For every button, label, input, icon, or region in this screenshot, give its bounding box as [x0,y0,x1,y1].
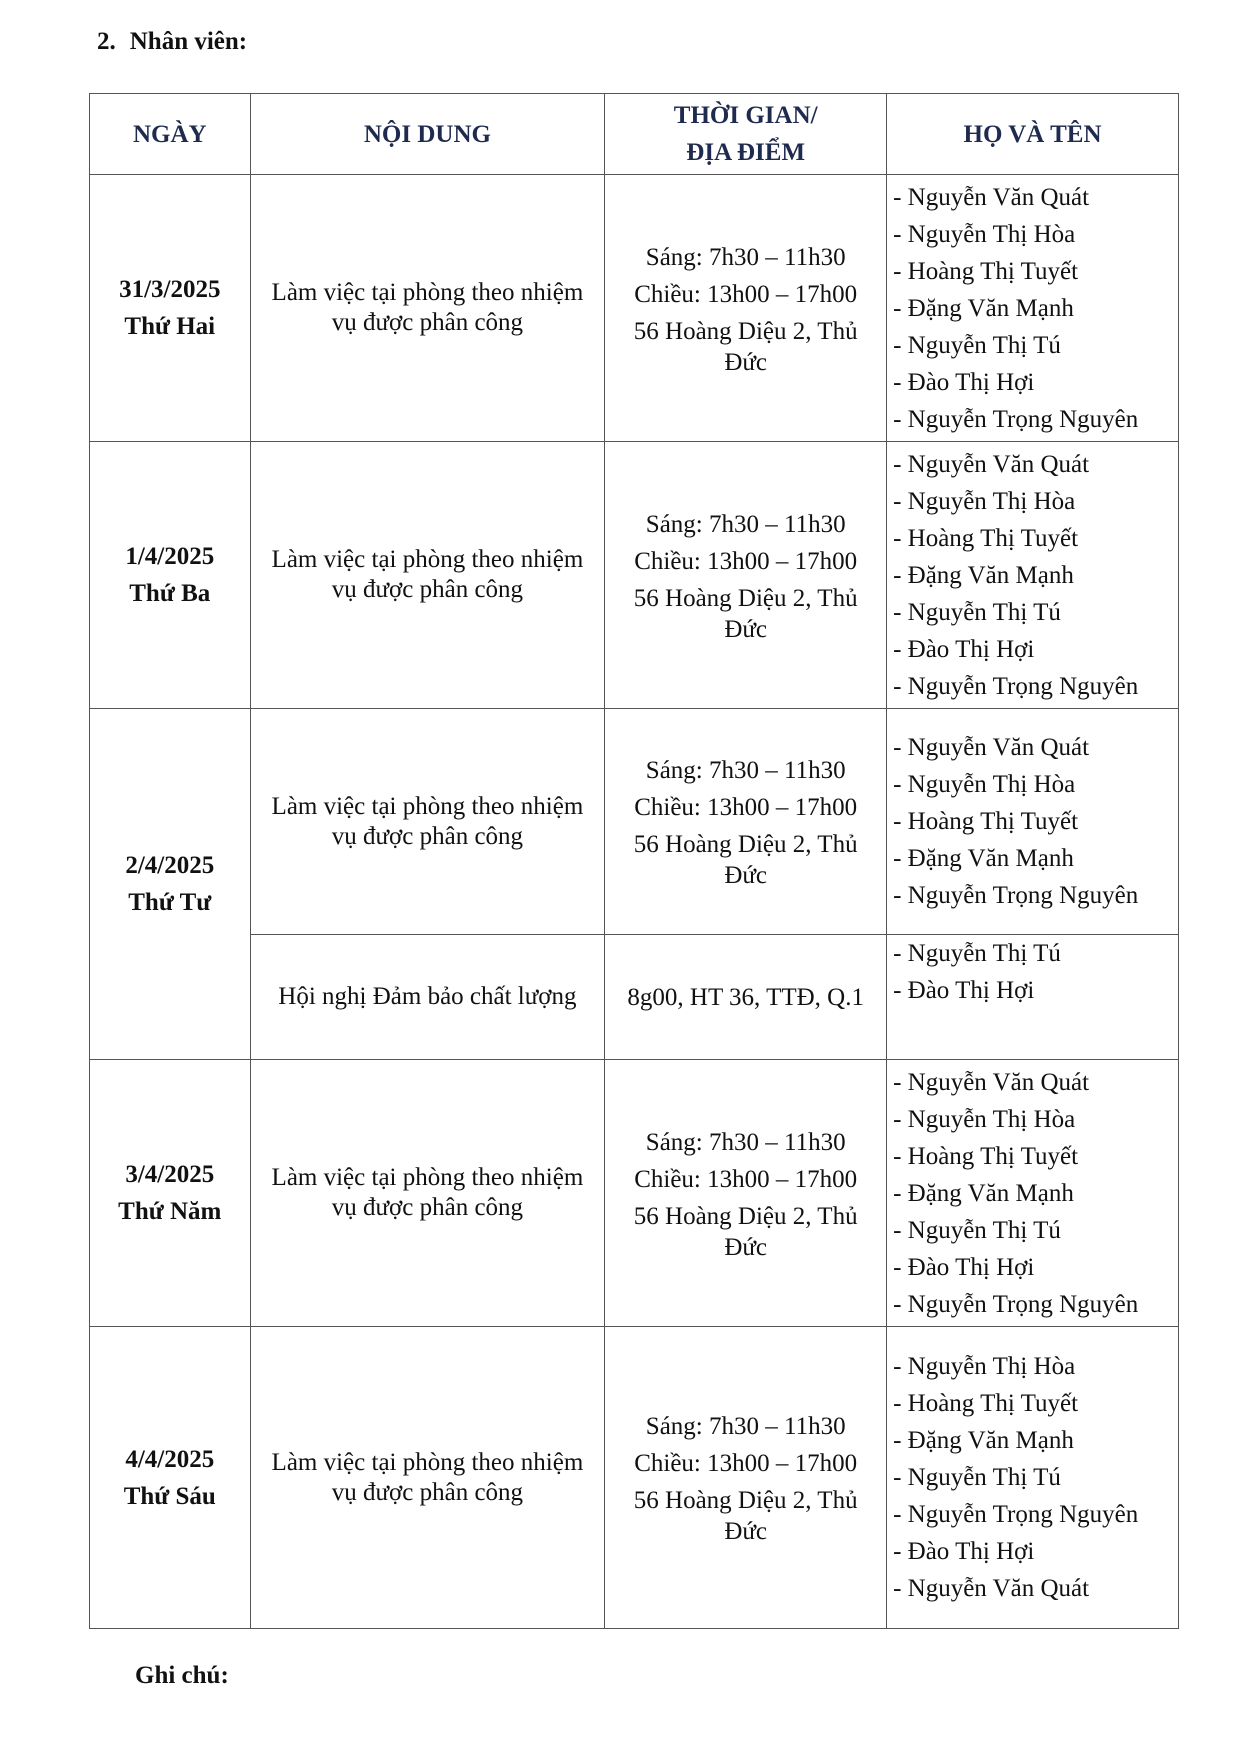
time-text: Chiều: 13h00 – 17h00 [634,794,858,821]
section-number: 2. [97,28,116,55]
content-cell: Làm việc tại phòng theo nhiệm vụ được phân công [250,709,605,935]
person-name: - Nguyễn Văn Quát [893,1575,1090,1602]
date-cell [90,1060,251,1327]
person-name: - Nguyễn Văn Quát [893,183,1090,211]
time-text: Chiều: 13h00 – 17h00 [634,280,858,308]
people-cell [887,1327,1179,1629]
person-name: - Nguyễn Thị Hòa [893,771,1076,798]
table-row [90,709,1179,935]
person-name: - Nguyễn Trọng Nguyên [893,1501,1139,1528]
date-value: 1/4/2025 [125,543,215,570]
time-location-cell [605,175,887,442]
time-location-cell [605,1060,887,1327]
person-name: - Đào Thị Hợi [893,368,1035,396]
content-cell: Hội nghị Đảm bảo chất lượng [250,935,605,1060]
time-text: Sáng: 7h30 – 11h30 [645,510,846,538]
weekday-value: Thứ Ba [129,580,211,607]
header-content: NỘI DUNG [250,94,605,175]
content-cell: Làm việc tại phòng theo nhiệm vụ được phân công [250,442,605,709]
time-text: Sáng: 7h30 – 11h30 [645,1128,846,1156]
schedule-body [90,175,1179,1629]
person-name: - Đào Thị Hợi [893,977,1035,1004]
people-cell [887,1060,1179,1327]
time-text: Sáng: 7h30 – 11h30 [645,757,846,784]
table-row [90,1060,1179,1327]
person-name: - Nguyễn Thị Hòa [893,487,1076,515]
location-text: 56 Hoàng Diệu 2, Thủ Đức [633,1202,858,1261]
schedule-table [89,93,1179,1629]
location-text: 56 Hoàng Diệu 2, Thủ Đức [633,831,858,889]
time-text: Chiều: 13h00 – 17h00 [634,1450,858,1477]
person-name: - Đặng Văn Mạnh [893,1179,1074,1207]
table-row [90,175,1179,442]
person-name: - Hoàng Thị Tuyết [893,1390,1079,1417]
time-text: Chiều: 13h00 – 17h00 [634,547,858,575]
table-row [90,935,1179,1060]
person-name: - Đào Thị Hợi [893,1253,1035,1281]
person-name: - Hoàng Thị Tuyết [893,524,1079,552]
person-name: - Nguyễn Thị Hòa [893,220,1076,248]
location-text: 56 Hoàng Diệu 2, Thủ Đức [633,584,858,643]
person-name: - Nguyễn Văn Quát [893,1068,1090,1096]
person-name: - Hoàng Thị Tuyết [893,1142,1079,1170]
date-cell [90,442,251,709]
person-name: - Nguyễn Thị Tú [893,598,1061,626]
time-text: 8g00, HT 36, TTĐ, Q.1 [627,983,864,1011]
person-name: - Nguyễn Thị Tú [893,940,1061,967]
people-cell [887,442,1179,709]
date-cell [90,1327,251,1629]
person-name: - Nguyễn Trọng Nguyên [893,405,1139,433]
weekday-value: Thứ Hai [124,313,216,340]
person-name: - Nguyễn Trọng Nguyên [893,882,1139,909]
header-time: THỜI GIAN/ [673,102,818,129]
date-value: 31/3/2025 [119,276,221,303]
person-name: - Nguyễn Thị Tú [893,331,1061,359]
person-name: - Nguyễn Thị Hòa [893,1353,1076,1380]
person-name: - Nguyễn Văn Quát [893,734,1090,761]
content-cell: Làm việc tại phòng theo nhiệm vụ được phân công [250,1327,605,1629]
time-text: Sáng: 7h30 – 11h30 [645,243,846,271]
header-date: NGÀY [90,94,251,175]
time-location-cell [605,709,887,935]
time-text: Chiều: 13h00 – 17h00 [634,1165,858,1193]
person-name: - Nguyễn Trọng Nguyên [893,672,1139,700]
person-name: - Nguyễn Thị Hòa [893,1105,1076,1133]
time-location-cell [605,1327,887,1629]
person-name: - Đào Thị Hợi [893,1538,1035,1565]
people-cell [887,175,1179,442]
content-cell: Làm việc tại phòng theo nhiệm vụ được phân công [250,1060,605,1327]
content-cell: Làm việc tại phòng theo nhiệm vụ được phân công [250,175,605,442]
note-label: Ghi chú: [135,1662,229,1689]
weekday-value: Thứ Tư [128,889,212,916]
person-name: - Đào Thị Hợi [893,635,1035,663]
people-cell [887,709,1179,935]
date-cell [90,175,251,442]
table-row [90,1327,1179,1629]
table-row [90,442,1179,709]
person-name: - Đặng Văn Mạnh [893,845,1074,872]
date-value: 3/4/2025 [125,1161,215,1188]
person-name: - Hoàng Thị Tuyết [893,257,1079,285]
date-cell [90,709,251,1060]
weekday-value: Thứ Năm [118,1198,222,1225]
person-name: - Nguyễn Thị Tú [893,1464,1061,1491]
weekday-value: Thứ Sáu [123,1482,216,1510]
location-text: 56 Hoàng Diệu 2, Thủ Đức [633,317,858,376]
date-value: 4/4/2025 [125,1445,215,1473]
person-name: - Hoàng Thị Tuyết [893,808,1079,835]
person-name: - Đặng Văn Mạnh [893,561,1074,589]
person-name: - Đặng Văn Mạnh [893,1427,1074,1454]
header-location: ĐỊA ĐIỂM [686,139,806,166]
person-name: - Nguyễn Trọng Nguyên [893,1290,1139,1318]
time-text: Sáng: 7h30 – 11h30 [645,1413,846,1440]
date-value: 2/4/2025 [125,852,215,879]
time-location-cell [605,935,887,1060]
person-name: - Nguyễn Văn Quát [893,450,1090,478]
person-name: - Đặng Văn Mạnh [893,294,1074,322]
location-text: 56 Hoàng Diệu 2, Thủ Đức [633,1487,858,1545]
people-cell [887,935,1179,1060]
person-name: - Nguyễn Thị Tú [893,1216,1061,1244]
section-heading: Nhân viên: [129,28,248,55]
section-title [97,28,247,56]
table-header-row [90,94,1179,175]
header-time-location [605,94,887,175]
time-location-cell [605,442,887,709]
header-name: HỌ VÀ TÊN [887,94,1179,175]
